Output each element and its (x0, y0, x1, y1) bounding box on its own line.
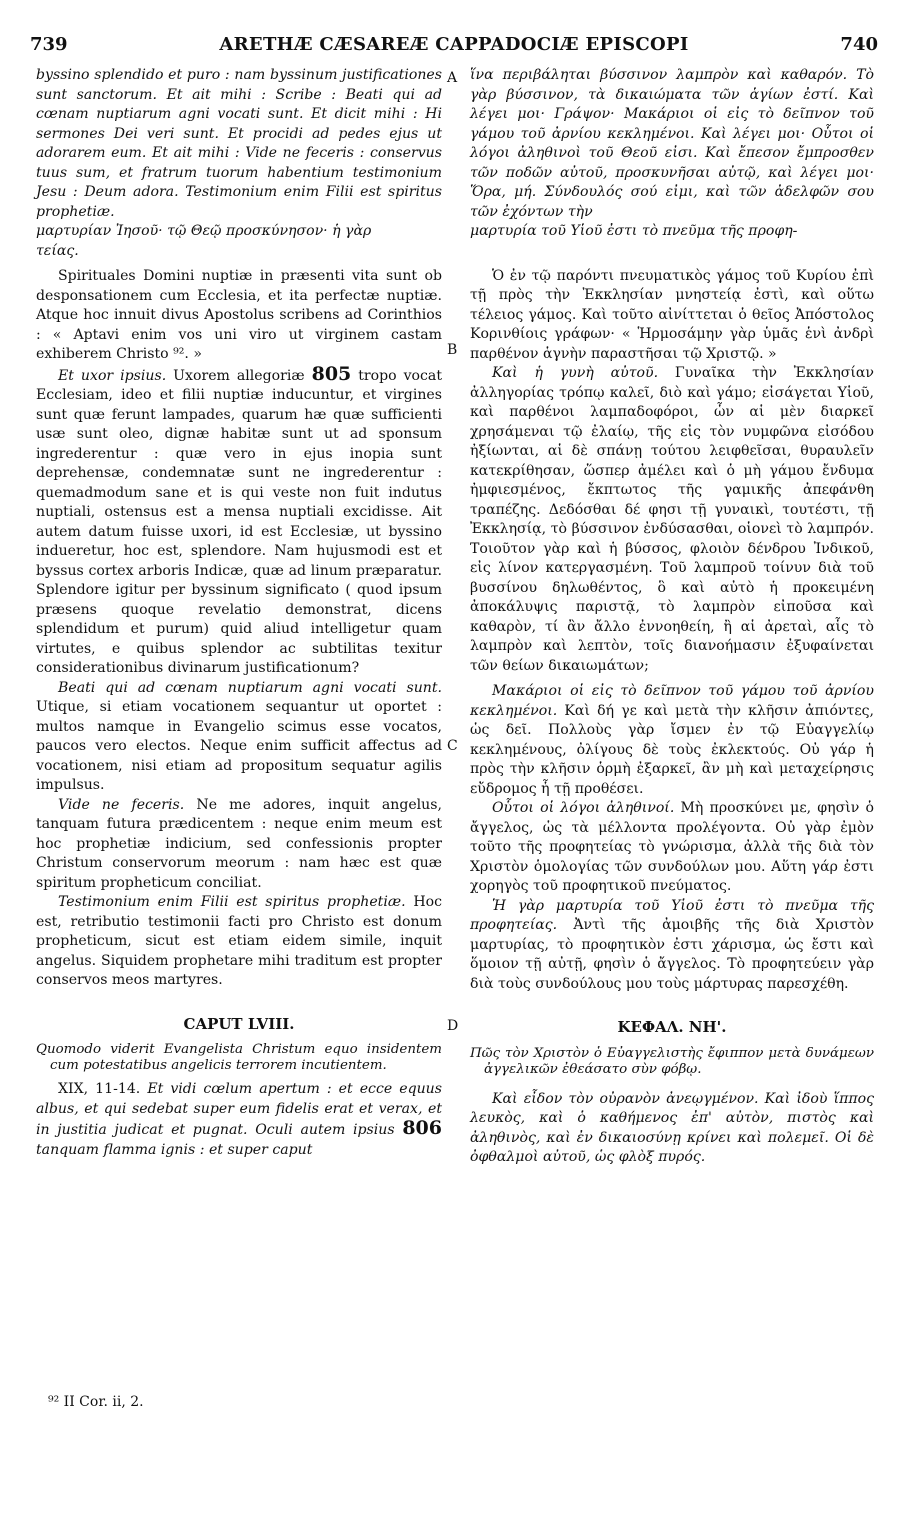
greek-paragraph: Μακάριοι οἱ εἰς τὸ δεῖπνον τοῦ γάμου τοῦ ἀρνίου κεκλημένοι. Καὶ δή γε καὶ μετὰ τὴν κλῆσιν ἀπιόντες, ὡς δεῖ. Πολλοὺς γὰρ ἴσμεν ἐν τῷ Εὐαγγελίῳ κεκλημένους, ὀλίγους δὲ τοὺς ἐκλεκτούς. Οὐ γάρ ἡ πρὸς τὴν κλῆσιν ὁρμὴ ἐξαρκεῖ, ἂν μὴ καὶ μεταχείρησις εὔδρομος ἧ τῇ προθέσει. (470, 683, 874, 797)
lemma: Vide ne feceris. (58, 796, 185, 813)
lemma: Ἡ γὰρ μαρτυρία τοῦ Υἱοῦ ἐστι τὸ πνεῦμα τῆς προφητείας. (470, 897, 874, 933)
latin-paragraph: XIX, 11-14. Et vidi cœlum apertum : et ecce equus albus, et qui sedebat super eum fidelis erat et verax, et in justitia judicat et pugnat. Oculi autem ipsius 806 tanquam flamma ignis : et super caput (36, 1081, 442, 1158)
margin-mark-a: A (447, 70, 458, 86)
greek-column (470, 66, 874, 1168)
greek-paragraph: Καὶ εἶδον τὸν οὐρανὸν ἀνεῳγμένον. Καὶ ἰδοὺ ἵππος λευκὸς, καὶ ὁ καθήμενος ἐπ' αὐτὸν, πιστὸς καὶ ἀληθινὸς, καὶ ἐν δικαιοσύνῃ κρίνει καὶ πολεμεῖ. Οἱ δὲ ὀφθαλμοὶ αὐτοῦ, ὡς φλὸξ πυρός. (470, 1090, 874, 1165)
latin-paragraph: Et uxor ipsius. Uxorem allegoriæ 805 tropo vocat Ecclesiam, ideo et filii nuptiæ inducuntur, et virgines sunt quæ ferunt lampades, quarum hæ quæ sufficienti usæ sunt oleo, dignæ habitæ sunt ut ad sponsum ingrederentur : quæ vero in ejus inopia sunt deprehensæ, condemnatæ sunt ne ingrederentur : quemadmodum sane et is qui veste non fuit indutus nuptiali, ostensus est a mensa nuptiali excidisse. Ait autem datum fuisse uxori, id est Ecclesiæ, ut byssino indueretur, hoc est, splendore. Nam hujusmodi est et byssus cortex arboris Indicæ, quæ ad linum præparatur. Splendore igitur per byssinum significato ( quod ipsum præsens quoque revelatio demonstrat, dicens splendidum et purum) quid aliud intelligetur quam virtutes, e quibus splendor ac subtilitas texitur considerationibus divinarum justificationum? (36, 362, 442, 676)
footnote: ⁹² II Cor. ii, 2. (48, 1394, 144, 1410)
lemma: Μακάριοι οἱ εἰς τὸ δεῖπνον τοῦ γάμου τοῦ ἀρνίου κεκλημένοι. (470, 683, 874, 719)
margin-mark-c: C (447, 738, 458, 754)
running-title: ARETHÆ CÆSAREÆ CAPPADOCIÆ EPISCOPI (219, 34, 689, 55)
greek-paragraph: Ὁ ἐν τῷ παρόντι πνευματικὸς γάμος τοῦ Κυρίου ἐπὶ τῇ πρὸς τὴν Ἐκκλησίαν μνηστείᾳ ἐστὶ, καὶ οὕτω τέλειος γάμος. Καὶ τοῦτο αἰνίττεται ὁ θεῖος Ἀπόστολος Κορινθίοις γράφων· « Ἡρμοσάμην γὰρ ὑμᾶς ἑνὶ ἀνδρὶ παρθένον ἁγνὴν παραστῆσαι τῷ Χριστῷ. » (470, 267, 874, 362)
latin-intro: byssino splendido et puro : nam byssinum justificationes sunt sanctorum. Et ait mihi : Scribe : Beati qui ad cœnam nuptiarum agni vocati sunt. Et dicit mihi : Hi sermones Dei veri sunt. Et procidi ad pedes ejus ut adorarem eum. Et ait mihi : Vide ne feceris : conservus tuus sum, et fratrum tuorum habentium testimonium Jesu : Deum adora. Testimonium enim Filii est spiritus prophetiæ. (36, 67, 442, 220)
lemma: Οὗτοι οἱ λόγοι ἀληθινοί. (492, 800, 675, 816)
lemma: Testimonium enim Filii est spiritus prophetiæ. (58, 894, 406, 910)
latin-column (36, 66, 442, 1160)
lemma: Καὶ ἡ γυνὴ αὐτοῦ. (492, 365, 659, 381)
greek-paragraph: Οὗτοι οἱ λόγοι ἀληθινοί. Μὴ προσκύνει με, φησὶν ὁ ἄγγελος, ὡς τὰ μέλλοντα προλέγοντα. Οὐ γὰρ ἐμὸν τοῦτο τῆς προφητείας τὸ γνώρισμα, ἀλλὰ τῆς διὰ τὸν Χριστὸν ὁμολογίας τῶν συνδούλων μου. Αὕτη γάρ ἐστι χορηγὸς τοῦ προφητικοῦ πνεύματος. (470, 800, 874, 894)
page-number-right: 740 (840, 34, 878, 55)
greek-intro-tail: μαρτυρία τοῦ Υἱοῦ ἐστι τὸ πνεῦμα τῆς προφη- (470, 223, 798, 239)
lemma: Beati qui ad cœnam nuptiarum agni vocati sunt. (58, 679, 442, 696)
chapter-summary: Πῶς τὸν Χριστὸν ὁ Εὐαγγελιστὴς ἔφιππον μετὰ δυνάμεων ἀγγελικῶν ἐθεάσατο σὺν φόβῳ. (470, 1045, 874, 1077)
latin-paragraph: Spirituales Domini nuptiæ in præsenti vita sunt ob desponsationem cum Ecclesia, et ita perfectæ nuptiæ. Atque hoc innuit divus Apostolus scribens ad Corinthios : « Aptavi enim vos uni viro ut virginem castam exhiberem Christo ⁹². » (36, 268, 442, 362)
page-number-left: 739 (30, 34, 68, 55)
latin-paragraph: Beati qui ad cœnam nuptiarum agni vocati sunt. Utique, si etiam vocationem sequantur ut oportet : multos namque in Evangelio scimus esse vocatos, paucos vero electos. Neque enim sufficit affectus ad vocationem, nisi etiam ad propositum sequatur agilis impulsus. (36, 679, 442, 793)
chapter-heading: CAPUT LVIII. (183, 1014, 295, 1033)
latin-paragraph: Testimonium enim Filii est spiritus prophetiæ. Hoc est, retributio testimonii facti pro Christo est donum propheticum, sicut est etiam eidem simile, inquit angelus. Siquidem prophetare mihi traditum est propter conservos meos martyres. (36, 894, 442, 988)
scripture-reference: XIX, 11-14. (58, 1081, 141, 1097)
greek-paragraph: Καὶ ἡ γυνὴ αὐτοῦ. Γυναῖκα τὴν Ἐκκλησίαν ἀλληγορίας τρόπῳ καλεῖ, διὸ καὶ γάμο; εἰσάγεται Υἱοῦ, καὶ παρθένοι λαμπαδοφόροι, ὧν αἱ μὲν διαρκεῖ χρησάμεναι τῷ ἐλαίῳ, τῆς εἰς τὸν νυμφῶνα εἰσόδου ἠξίωνται, αἱ δὲ σπάνῃ τούτου λειφθεῖσαι, θυραυλεῖν κατεκρίθησαν, ὥσπερ ἀμέλει καὶ ὁ μὴ γάμου ἔνδυμα ἠμφιεσμένος, ἔκπτωτος τῆς γαμικῆς ἀπεφάνθη τραπέζης. Δεδόσθαι δέ φησι τῇ γυναικὶ, τουτέστι, τῇ Ἐκκλησίᾳ, τὸ βύσσινον ἐνδύσασθαι, οἱονεὶ τὸ λαμπρόν. Τοιοῦτον γὰρ καὶ ἡ βύσσος, φλοιὸν δένδρου Ἰνδικοῦ, εἰς λίνον κατεργασμένη. Τοῦ λαμπροῦ τοίνυν διὰ τοῦ βυσσίνου δηλωθέντος, ὃ καὶ αὐτὸ ἡ προκειμένη ἀποκάλυψις παριστᾷ, τὸ λαμπρὸν εἰποῦσα καὶ καθαρὸν, τί ἂν ἄλλο ἐννοηθείη, ἢ αἱ ἀρεταὶ, αἷς τὸ λαμπρὸν καὶ λεπτὸν, τοῖς διανοήμασιν ἐξυφαίνεται τῶν θείων δικαιωμάτων; (470, 365, 874, 674)
page-header (30, 34, 878, 58)
margin-mark-d: D (447, 1018, 459, 1034)
greek-fragment: μαρτυρίαν Ἰησοῦ· τῷ Θεῷ προσκύνησον· ἡ γὰρ (36, 223, 372, 239)
greek-paragraph: Ἡ γὰρ μαρτυρία τοῦ Υἱοῦ ἐστι τὸ πνεῦμα τῆς προφητείας. Ἀντὶ τῆς ἀμοιβῆς τῆς διὰ Χριστὸν μαρτυρίας, τὸ προφητικὸν ἐστι χάρισμα, ὡς ἔστι καὶ ὅμοιον τῇ αὐτῇ, φησὶν ὁ ἄγγελος. Τὸ προφητεύειν γὰρ διὰ τοὺς συνδούλους μου τοὺς μάρτυρας παρεσχέθη. (470, 897, 874, 992)
chapter-summary: Quomodo viderit Evangelista Christum equo insidentem cum potestatibus angelicis terrorem incutientem. (36, 1042, 442, 1073)
column-number: 806 (402, 1117, 442, 1139)
margin-mark-b: B (447, 342, 458, 358)
chapter-heading: ΚΕΦΑΛ. ΝΗ'. (617, 1018, 727, 1036)
latin-paragraph: Vide ne feceris. Ne me adores, inquit angelus, tanquam futura prædicentem : neque enim meum est hoc prophetiæ indicium, sed confessionis propter Christum conservorum meorum : nam hæc est quæ spiritum propheticum conciliat. (36, 796, 442, 891)
lemma: Et uxor ipsius. (58, 367, 167, 384)
greek-intro: ἵνα περιβάληται βύσσινον λαμπρὸν καὶ καθαρόν. Τὸ γὰρ βύσσινον, τὰ δικαιώματα τῶν ἁγίων ἐστί. Καὶ λέγει μοι· Γράψον· Μακάριοι οἱ εἰς τὸ δεῖπνον τοῦ γάμου τοῦ ἀρνίου κεκλημένοι. Καὶ λέγει μοι· Οὗτοι οἱ λόγοι ἀληθινοὶ τοῦ Θεοῦ εἰσι. Καὶ ἔπεσον ἔμπροσθεν τῶν ποδῶν αὐτοῦ, προσκυνῆσαι αὐτῷ, καὶ λέγει μοι· Ὅρα, μή. Σύνδουλός σού εἰμι, καὶ τῶν ἀδελφῶν σου τῶν ἐχόντων τὴν (470, 67, 874, 220)
column-number: 805 (311, 362, 352, 385)
greek-fragment-tail: τείας. (36, 242, 79, 259)
